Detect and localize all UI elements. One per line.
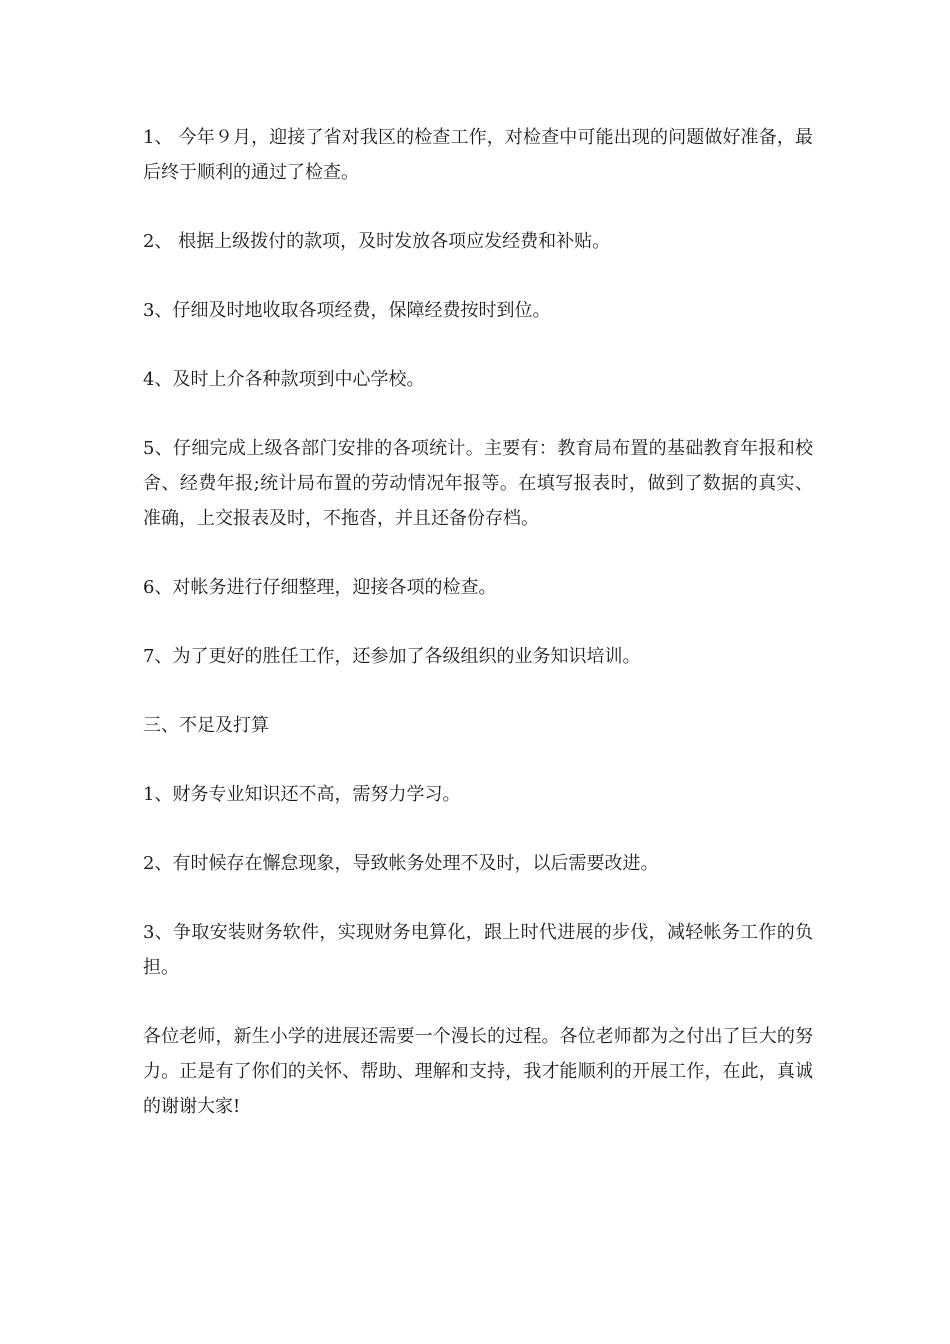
section-heading: 三、不足及打算 (143, 715, 269, 736)
paragraph-item-2: 2、 根据上级拨付的款项，及时发放各项应发经费和补贴。 (143, 231, 611, 252)
paragraph-item-3: 3、仔细及时地收取各项经费，保障经费按时到位。 (143, 300, 551, 321)
shortcoming-item-1: 1、财务专业知识还不高，需努力学习。 (143, 784, 461, 805)
paragraph-item-1: 1、 今年９月，迎接了省对我区的检查工作，对检查中可能出现的问题做好准备，最后终于顺利的通过了检查。 (143, 127, 813, 183)
paragraph-item-7: 7、为了更好的胜任工作，还参加了各级组织的业务知识培训。 (143, 646, 641, 667)
closing-paragraph: 各位老师，新生小学的进展还需要一个漫长的过程。各位老师都为之付出了巨大的努力。正是有了你们的关怀、帮助、理解和支持，我才能顺利的开展工作，在此，真诚的谢谢大家! (143, 1026, 813, 1117)
shortcoming-item-3: 3、争取安装财务软件，实现财务电算化，跟上时代进展的步伐，减轻帐务工作的负担。 (143, 922, 813, 978)
paragraph-item-6: 6、对帐务进行仔细整理，迎接各项的检查。 (143, 577, 497, 598)
document-body (143, 120, 813, 1158)
paragraph-item-4: 4、及时上介各种款项到中心学校。 (143, 369, 425, 390)
paragraph-item-5: 5、仔细完成上级各部门安排的各项统计。主要有：教育局布置的基础教育年报和校舍、经费年报;统计局布置的劳动情况年报等。在填写报表时，做到了数据的真实、准确，上交报表及时，不拖沓，并且还备份存档。 (143, 438, 813, 529)
shortcoming-item-2: 2、有时候存在懈怠现象，导致帐务处理不及时，以后需要改进。 (143, 853, 659, 874)
